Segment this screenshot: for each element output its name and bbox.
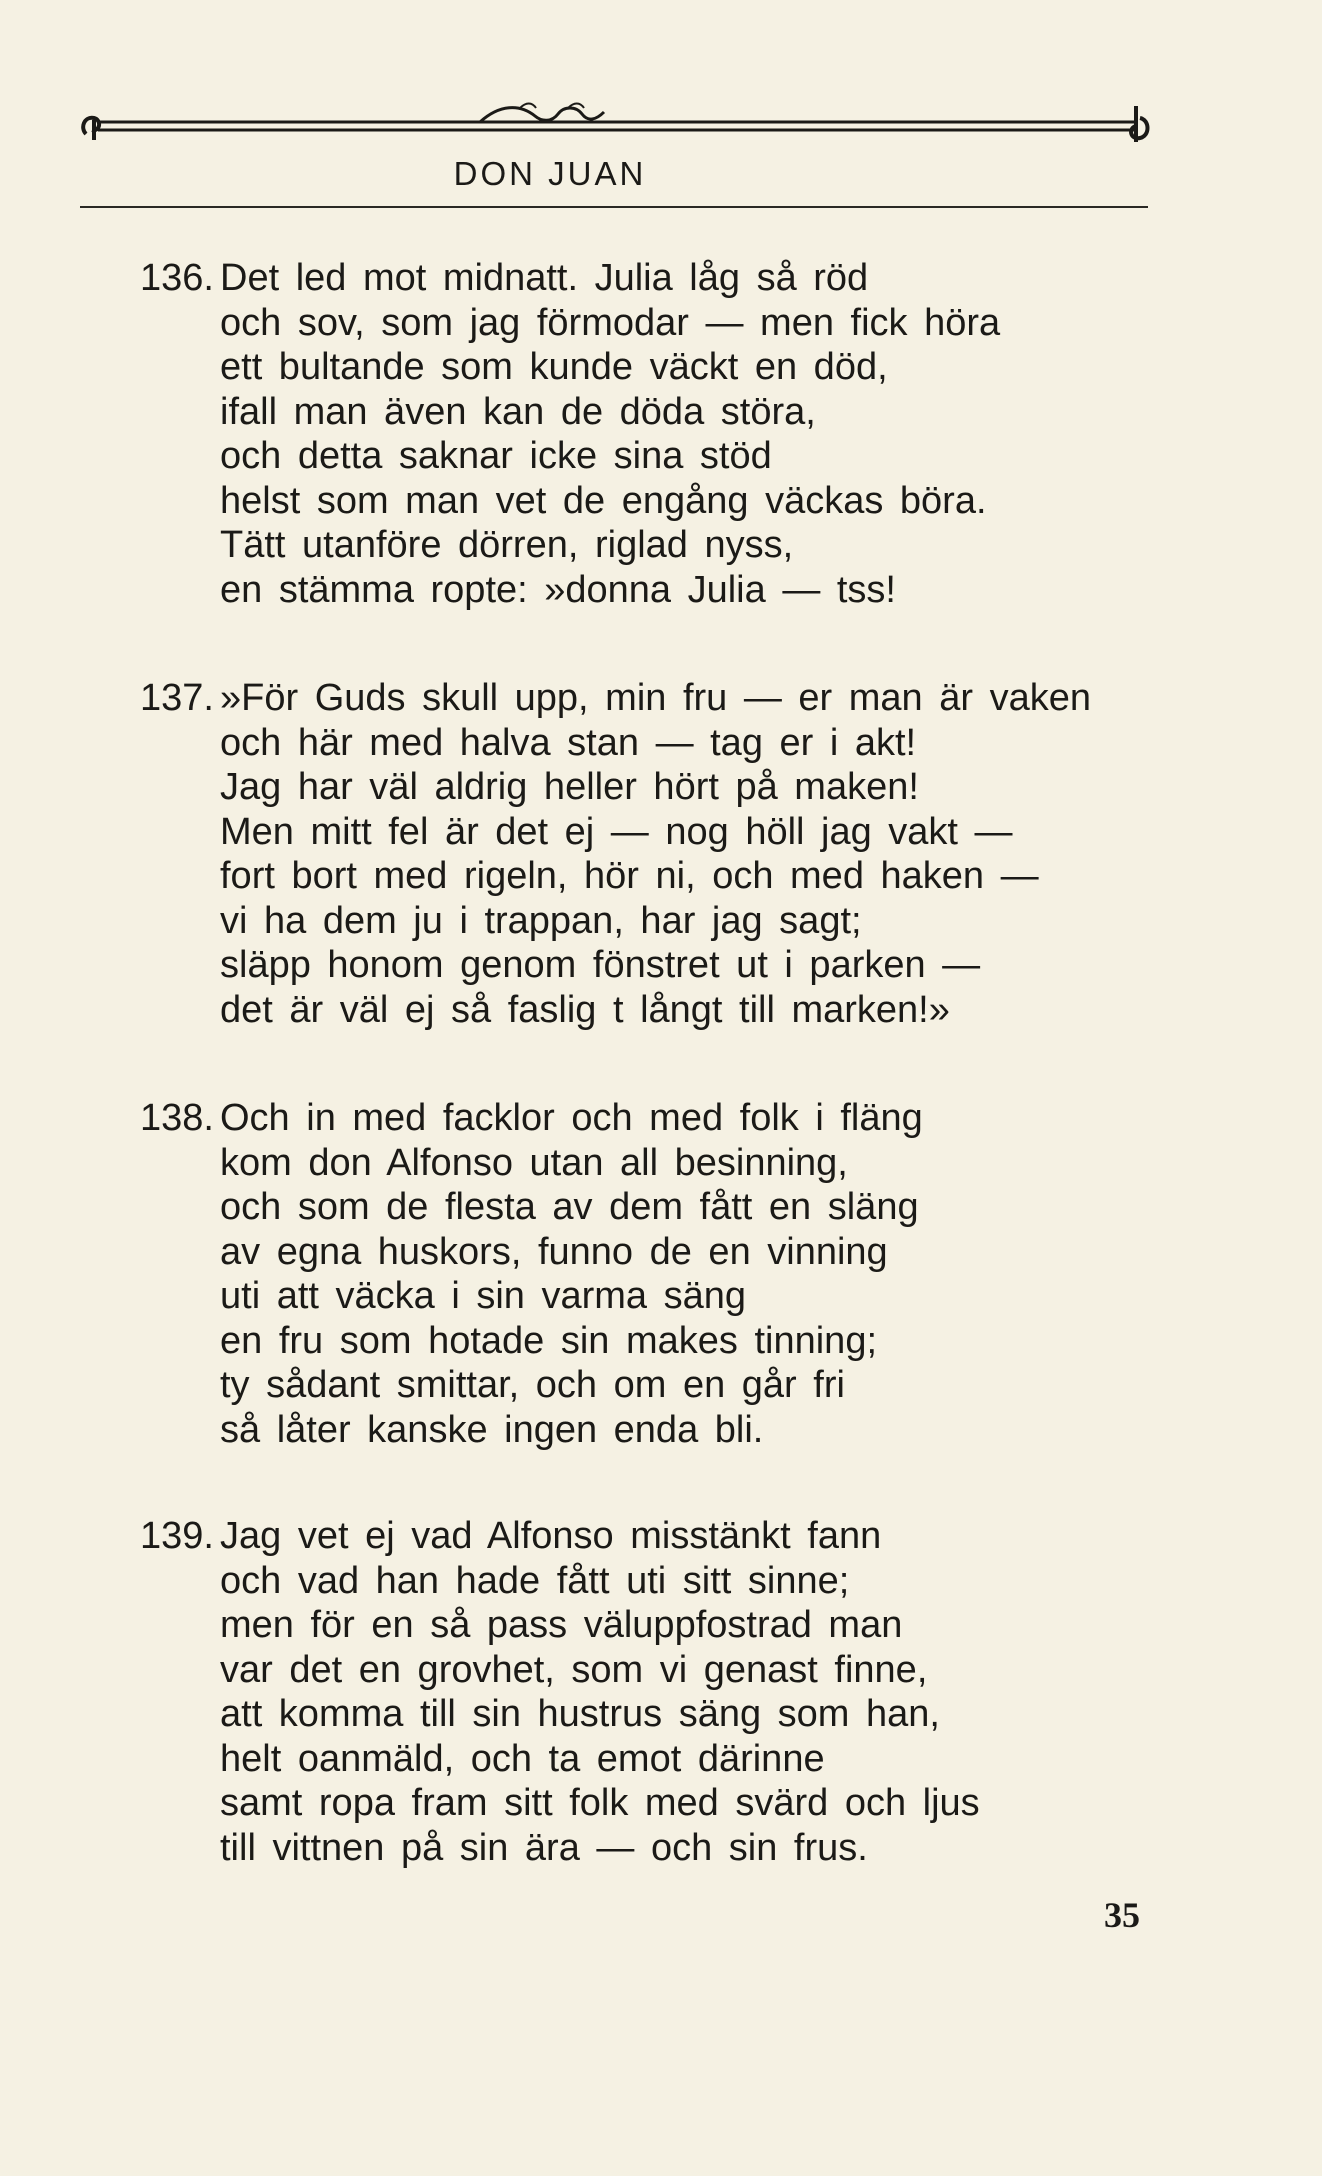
stanza-lines [220, 256, 1180, 612]
verse-line: men för en så pass väluppfostrad man [220, 1604, 903, 1646]
verse-line: och som de flesta av dem fått en släng [220, 1186, 919, 1228]
stanza-lines [220, 676, 1180, 1032]
verse-line: att komma till sin hustrus säng som han, [220, 1693, 940, 1735]
stanza-number: 138. [140, 1097, 214, 1139]
verse-line: helt oanmäld, och ta emot därinne [220, 1737, 825, 1780]
running-title: DON JUAN [453, 155, 647, 192]
verse-line: Men mitt fel är det ej — nog höll jag vakt — [220, 810, 1013, 853]
verse-line: en stämma ropte: »donna Julia — tss! [220, 568, 896, 611]
verse-line: Och in med facklor och med folk i fläng [220, 1097, 923, 1139]
verse-line: Det led mot midnatt. Julia låg så röd [220, 257, 869, 299]
verse-line: ifall man även kan de döda störa, [220, 390, 816, 433]
header-rule [80, 206, 1148, 208]
verse-line: släpp honom genom fönstret ut i parken — [220, 944, 981, 986]
verse-line: vi ha dem ju i trappan, har jag sagt; [220, 899, 862, 942]
verse-line: och sov, som jag förmodar — men fick höra [220, 301, 1001, 344]
verse-line: var det en grovhet, som vi genast finne, [220, 1648, 928, 1691]
verse-line: det är väl ej så faslig t långt till marken!» [220, 988, 950, 1031]
verse-line: Tätt utanföre dörren, riglad nyss, [220, 524, 794, 566]
verse-line: helst som man vet de engång väckas böra. [220, 479, 987, 522]
verse-line: och här med halva stan — tag er i akt! [220, 721, 917, 764]
stanza-number: 137. [140, 677, 214, 719]
verse-line: och vad han hade fått uti sitt sinne; [220, 1559, 850, 1602]
verse-line: »För Guds skull upp, min fru — er man är vaken [220, 677, 1091, 719]
verse-line: uti att väcka i sin varma säng [220, 1275, 746, 1317]
verse-line: av egna huskors, funno de en vinning [220, 1230, 888, 1273]
verse-line: så låter kanske ingen enda bli. [220, 1408, 764, 1451]
verse-line: fort bort med rigeln, hör ni, och med haken — [220, 855, 1039, 897]
verse-line: ett bultande som kunde väckt en död, [220, 346, 888, 388]
verse-line: kom don Alfonso utan all besinning, [220, 1141, 848, 1184]
stanza-number: 139. [140, 1515, 214, 1557]
scroll-ornament-icon [80, 98, 1150, 152]
verse-line: och detta saknar icke sina stöd [220, 435, 772, 477]
verse-line: en fru som hotade sin makes tinning; [220, 1319, 878, 1362]
stanza-number: 136. [140, 257, 214, 299]
verse-line: samt ropa fram sitt folk med svärd och ljus [220, 1782, 980, 1824]
stanza-lines [220, 1096, 1180, 1452]
verse-line: Jag vet ej vad Alfonso misstänkt fann [220, 1515, 882, 1557]
page-number: 35 [1104, 1895, 1140, 1935]
verse-line: Jag har väl aldrig heller hört på maken! [220, 766, 919, 808]
verse-line: ty sådant smittar, och om en går fri [220, 1364, 845, 1406]
verse-line: till vittnen på sin ära — och sin frus. [220, 1826, 868, 1869]
stanza-lines [220, 1514, 1180, 1870]
